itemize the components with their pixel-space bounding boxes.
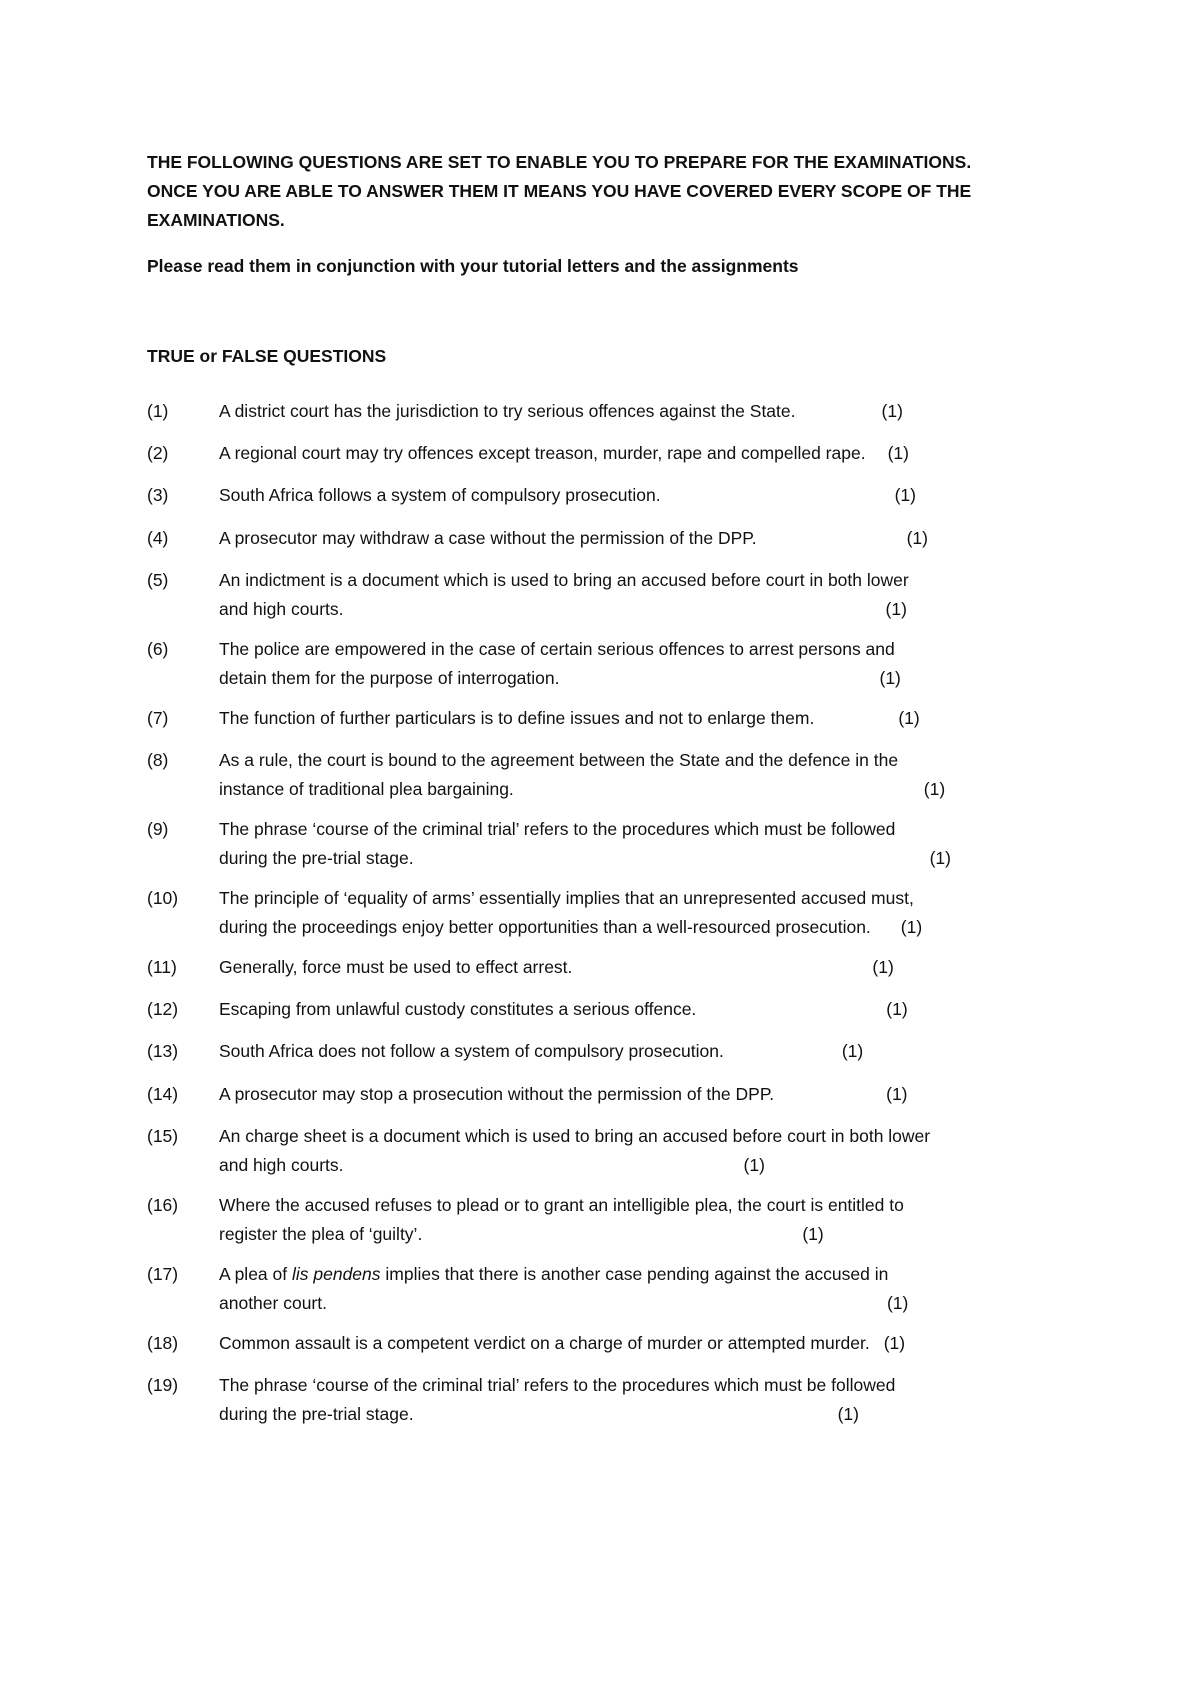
intro-line-3: EXAMINATIONS. xyxy=(147,210,285,230)
question-line: and high courts. xyxy=(219,1155,344,1175)
question-mark: (1) xyxy=(841,1041,864,1061)
question-number: (1) xyxy=(147,401,169,421)
section-heading: TRUE or FALSE QUESTIONS xyxy=(147,346,387,366)
question-text xyxy=(219,1371,895,1429)
question-number: (3) xyxy=(147,485,169,505)
question-text xyxy=(219,815,951,873)
question-line: A regional court may try offences except treason, murder, rape and compelled rape. xyxy=(219,443,866,463)
question-mark: (1) xyxy=(837,1404,859,1424)
question-line: Generally, force must be used to effect arrest. xyxy=(219,957,573,977)
question-line: Common assault is a competent verdict on a charge of murder or attempted murder. xyxy=(219,1333,870,1353)
question-text xyxy=(219,1191,904,1249)
question-line: and high courts. xyxy=(219,599,344,619)
question-number: (4) xyxy=(147,528,169,548)
intro-line-1: THE FOLLOWING QUESTIONS ARE SET TO ENABLE YOU TO PREPARE FOR THE EXAMINATIONS. xyxy=(147,152,972,172)
question-number: (2) xyxy=(147,443,169,463)
question-text xyxy=(219,1329,905,1358)
question-mark: (1) xyxy=(887,443,909,463)
question-number: (9) xyxy=(147,819,169,839)
question-number: (5) xyxy=(147,570,169,590)
question-number: (12) xyxy=(147,999,179,1019)
question-text xyxy=(219,884,922,942)
question-line: South Africa follows a system of compulsory prosecution. xyxy=(219,485,661,505)
question-text xyxy=(219,439,909,468)
question-mark: (1) xyxy=(894,485,916,505)
question-mark: (1) xyxy=(872,957,894,977)
question-number: (11) xyxy=(147,957,177,977)
question-text xyxy=(219,1260,908,1318)
question-text xyxy=(219,635,901,693)
question-line: detain them for the purpose of interrogation. xyxy=(219,668,560,688)
question-mark: (1) xyxy=(900,917,923,937)
question-line: Where the accused refuses to plead or to grant an intelligible plea, the court is entitled to xyxy=(219,1195,904,1215)
question-line-italic: lis pendens xyxy=(291,1264,381,1284)
question-text xyxy=(219,397,903,426)
question-text xyxy=(219,481,916,510)
intro-line-2: ONCE YOU ARE ABLE TO ANSWER THEM IT MEANS YOU HAVE COVERED EVERY SCOPE OF THE xyxy=(147,181,972,201)
question-line: An charge sheet is a document which is used to bring an accused before court in both lower xyxy=(219,1126,931,1146)
question-mark: (1) xyxy=(929,848,951,868)
question-line: implies that there is another case pending against the accused in xyxy=(380,1264,889,1284)
question-number: (19) xyxy=(147,1375,179,1395)
question-mark: (1) xyxy=(886,999,908,1019)
question-text xyxy=(219,1080,908,1109)
question-line: register the plea of ‘guilty’. xyxy=(219,1224,423,1244)
question-line: The function of further particulars is to define issues and not to enlarge them. xyxy=(219,708,815,728)
question-line: during the proceedings enjoy better opportunities than a well-resourced prosecution. xyxy=(219,917,871,937)
question-mark: (1) xyxy=(879,668,901,688)
question-line: instance of traditional plea bargaining. xyxy=(219,779,514,799)
question-number: (16) xyxy=(147,1195,179,1215)
question-line: Escaping from unlawful custody constitutes a serious offence. xyxy=(219,999,697,1019)
question-text xyxy=(219,995,908,1024)
question-mark: (1) xyxy=(802,1224,824,1244)
question-mark: (1) xyxy=(906,528,928,548)
question-line: As a rule, the court is bound to the agreement between the State and the defence in the xyxy=(219,750,899,770)
question-line: A district court has the jurisdiction to try serious offences against the State. xyxy=(219,401,796,421)
question-text xyxy=(219,524,928,553)
question-number: (14) xyxy=(147,1084,179,1104)
question-mark: (1) xyxy=(885,599,907,619)
question-line: A plea of xyxy=(219,1264,292,1284)
question-number: (18) xyxy=(147,1333,179,1353)
question-number: (13) xyxy=(147,1041,179,1061)
question-line: An indictment is a document which is used to bring an accused before court in both lower xyxy=(219,570,909,590)
question-mark: (1) xyxy=(743,1155,765,1175)
question-number: (8) xyxy=(147,750,169,770)
question-mark: (1) xyxy=(898,708,920,728)
question-mark: (1) xyxy=(886,1293,909,1313)
question-mark: (1) xyxy=(881,401,903,421)
question-text xyxy=(219,566,909,624)
question-mark: (1) xyxy=(886,1084,908,1104)
question-text xyxy=(219,746,945,804)
question-line: during the pre-trial stage. xyxy=(219,1404,414,1424)
question-text xyxy=(219,1122,930,1180)
question-line: South Africa does not follow a system of compulsory prosecution. xyxy=(219,1041,724,1061)
question-number: (15) xyxy=(147,1126,179,1146)
question-line: another court. xyxy=(219,1293,327,1313)
question-text xyxy=(219,1037,863,1066)
question-line: The police are empowered in the case of certain serious offences to arrest persons and xyxy=(219,639,895,659)
question-line: The phrase ‘course of the criminal trial’ refers to the procedures which must be followed xyxy=(219,819,896,839)
question-text xyxy=(219,953,894,982)
question-line: The principle of ‘equality of arms’ essentially implies that an unrepresented accused must, xyxy=(219,888,914,908)
intro-subtitle: Please read them in conjunction with your tutorial letters and the assignments xyxy=(147,256,799,276)
question-number: (17) xyxy=(147,1264,179,1284)
question-line: The phrase ‘course of the criminal trial’ refers to the procedures which must be followed xyxy=(219,1375,896,1395)
question-number: (7) xyxy=(147,708,169,728)
question-mark: (1) xyxy=(883,1333,906,1353)
question-line: A prosecutor may withdraw a case without the permission of the DPP. xyxy=(219,528,757,548)
question-number: (10) xyxy=(147,888,179,908)
question-text xyxy=(219,704,920,733)
question-number: (6) xyxy=(147,639,169,659)
question-line: during the pre-trial stage. xyxy=(219,848,414,868)
question-line: A prosecutor may stop a prosecution without the permission of the DPP. xyxy=(219,1084,775,1104)
question-mark: (1) xyxy=(923,779,946,799)
